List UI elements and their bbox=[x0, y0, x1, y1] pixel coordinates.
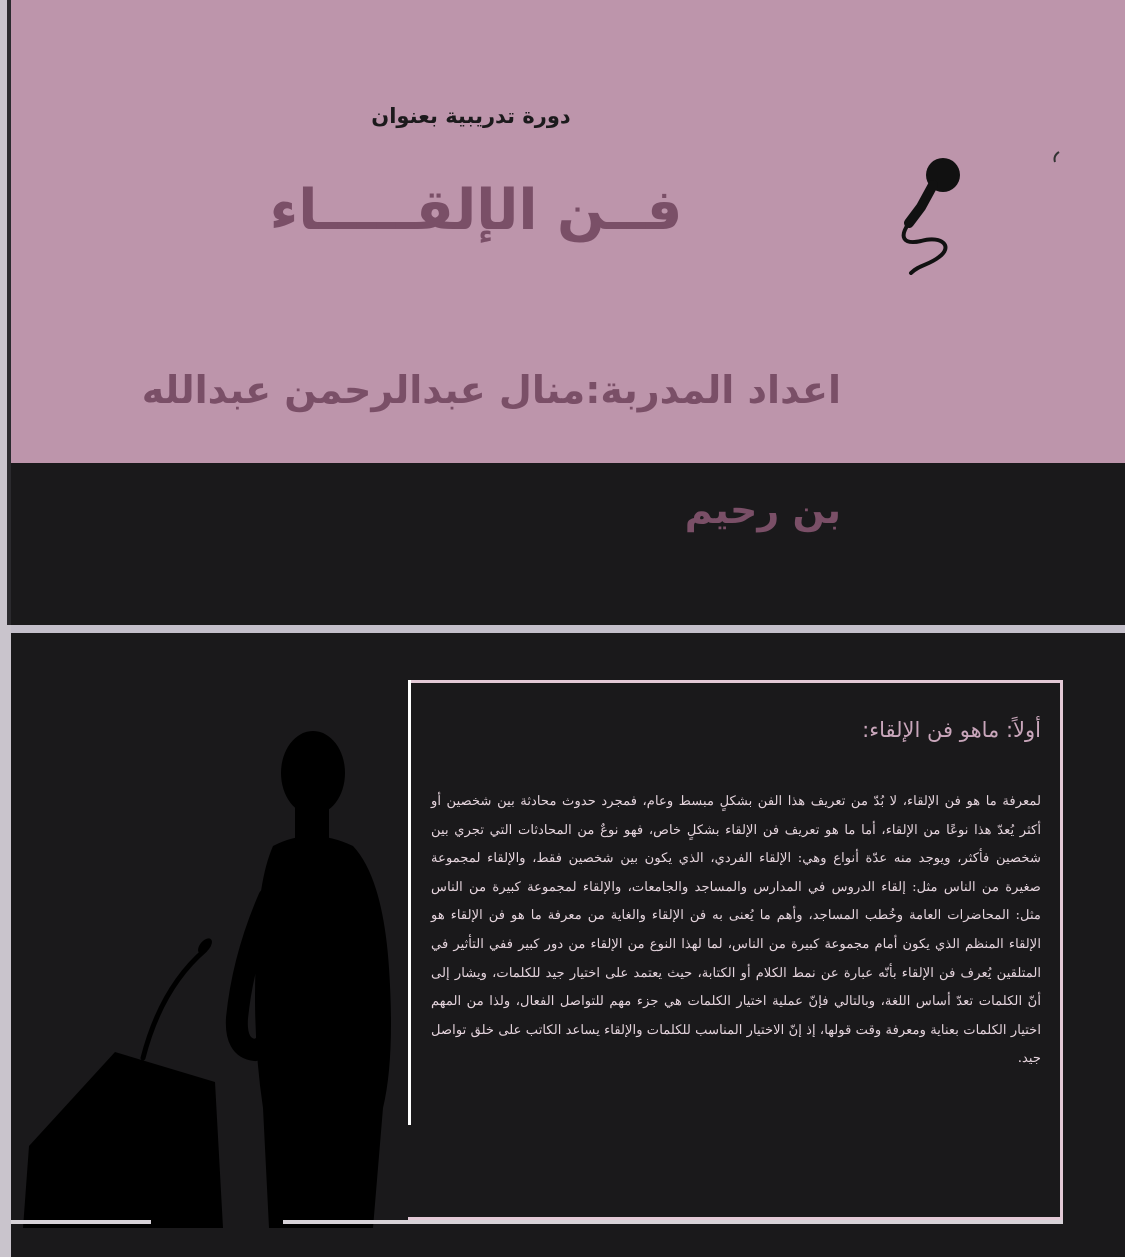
microphone-icon bbox=[881, 145, 971, 275]
trainer-name: اعداد المدربة:منال عبدالرحمن عبدالله بن رحيم bbox=[141, 368, 841, 532]
section-heading: :أولاً: ماهو فن الإلقاء bbox=[862, 718, 1041, 742]
text-box-left-border bbox=[408, 680, 411, 1125]
body-paragraph: لمعرفة ما هو فن الإلقاء، لا بُدّ من تعريف هذا الفن بشكلٍ مبسط وعام، فمجرد حدوث محادثة بين شخصين أو أكثر يُعدّ هذا نوعًا من الإلقاء، أما ما هو تعريف فن الإلقاء بشكلٍ خاص، فهو نوعٌ من المحادثات التي تجري بين شخصين فأكثر، ويوجد منه عدّة أنواع وهي: الإلقاء الفردي، الذي يكون بين شخصين فقط، والإلقاء لمجموعة صغيرة من الناس مثل: إلقاء الدروس في المدارس والمساجد والجامعات، والإلقاء لمجموعة كبيرة من الناس مثل: المحاضرات العامة وخُطب المساجد، وأهم ما يُعنى به فن الإلقاء والغاية من معرفة ما هو فن الإلقاء هو الإلقاء المنظم الذي يكون أمام مجموعة كبيرة من الناس، لما لهذا النوع من الإلقاء من دور كبير ففي التأثير في المتلقين يُعرف فن الإلقاء بأنّه عبارة عن نمط الكلام أو الكتابة، حيث يعتمد على اختيار جيد للكلمات، ويشار إلى أنّ الكلمات تعدّ أساس اللغة، وبالتالي فإنّ عملية اختيار الكلمات هي جزء مهم للتواصل الفعال، ولذا من المهم اختيار الكلمات بعناية ومعرفة وقت قولها، إذ إنّ الاختيار المناسب للكلمات والإلقاء يساعد الكاتب على خلق تواصل جيد. bbox=[431, 794, 1042, 1067]
course-label: دورة تدريبية بعنوان bbox=[371, 104, 571, 128]
speaker-silhouette-icon bbox=[11, 728, 431, 1228]
floor-line-left bbox=[11, 1220, 151, 1224]
slide-divider bbox=[11, 625, 1125, 633]
floor-line-right bbox=[283, 1220, 1063, 1224]
accent-mark-icon bbox=[1049, 150, 1061, 166]
course-title: فــن الإلقـــــاء bbox=[269, 178, 683, 243]
content-slide bbox=[11, 633, 1125, 1257]
title-slide bbox=[11, 0, 1125, 625]
